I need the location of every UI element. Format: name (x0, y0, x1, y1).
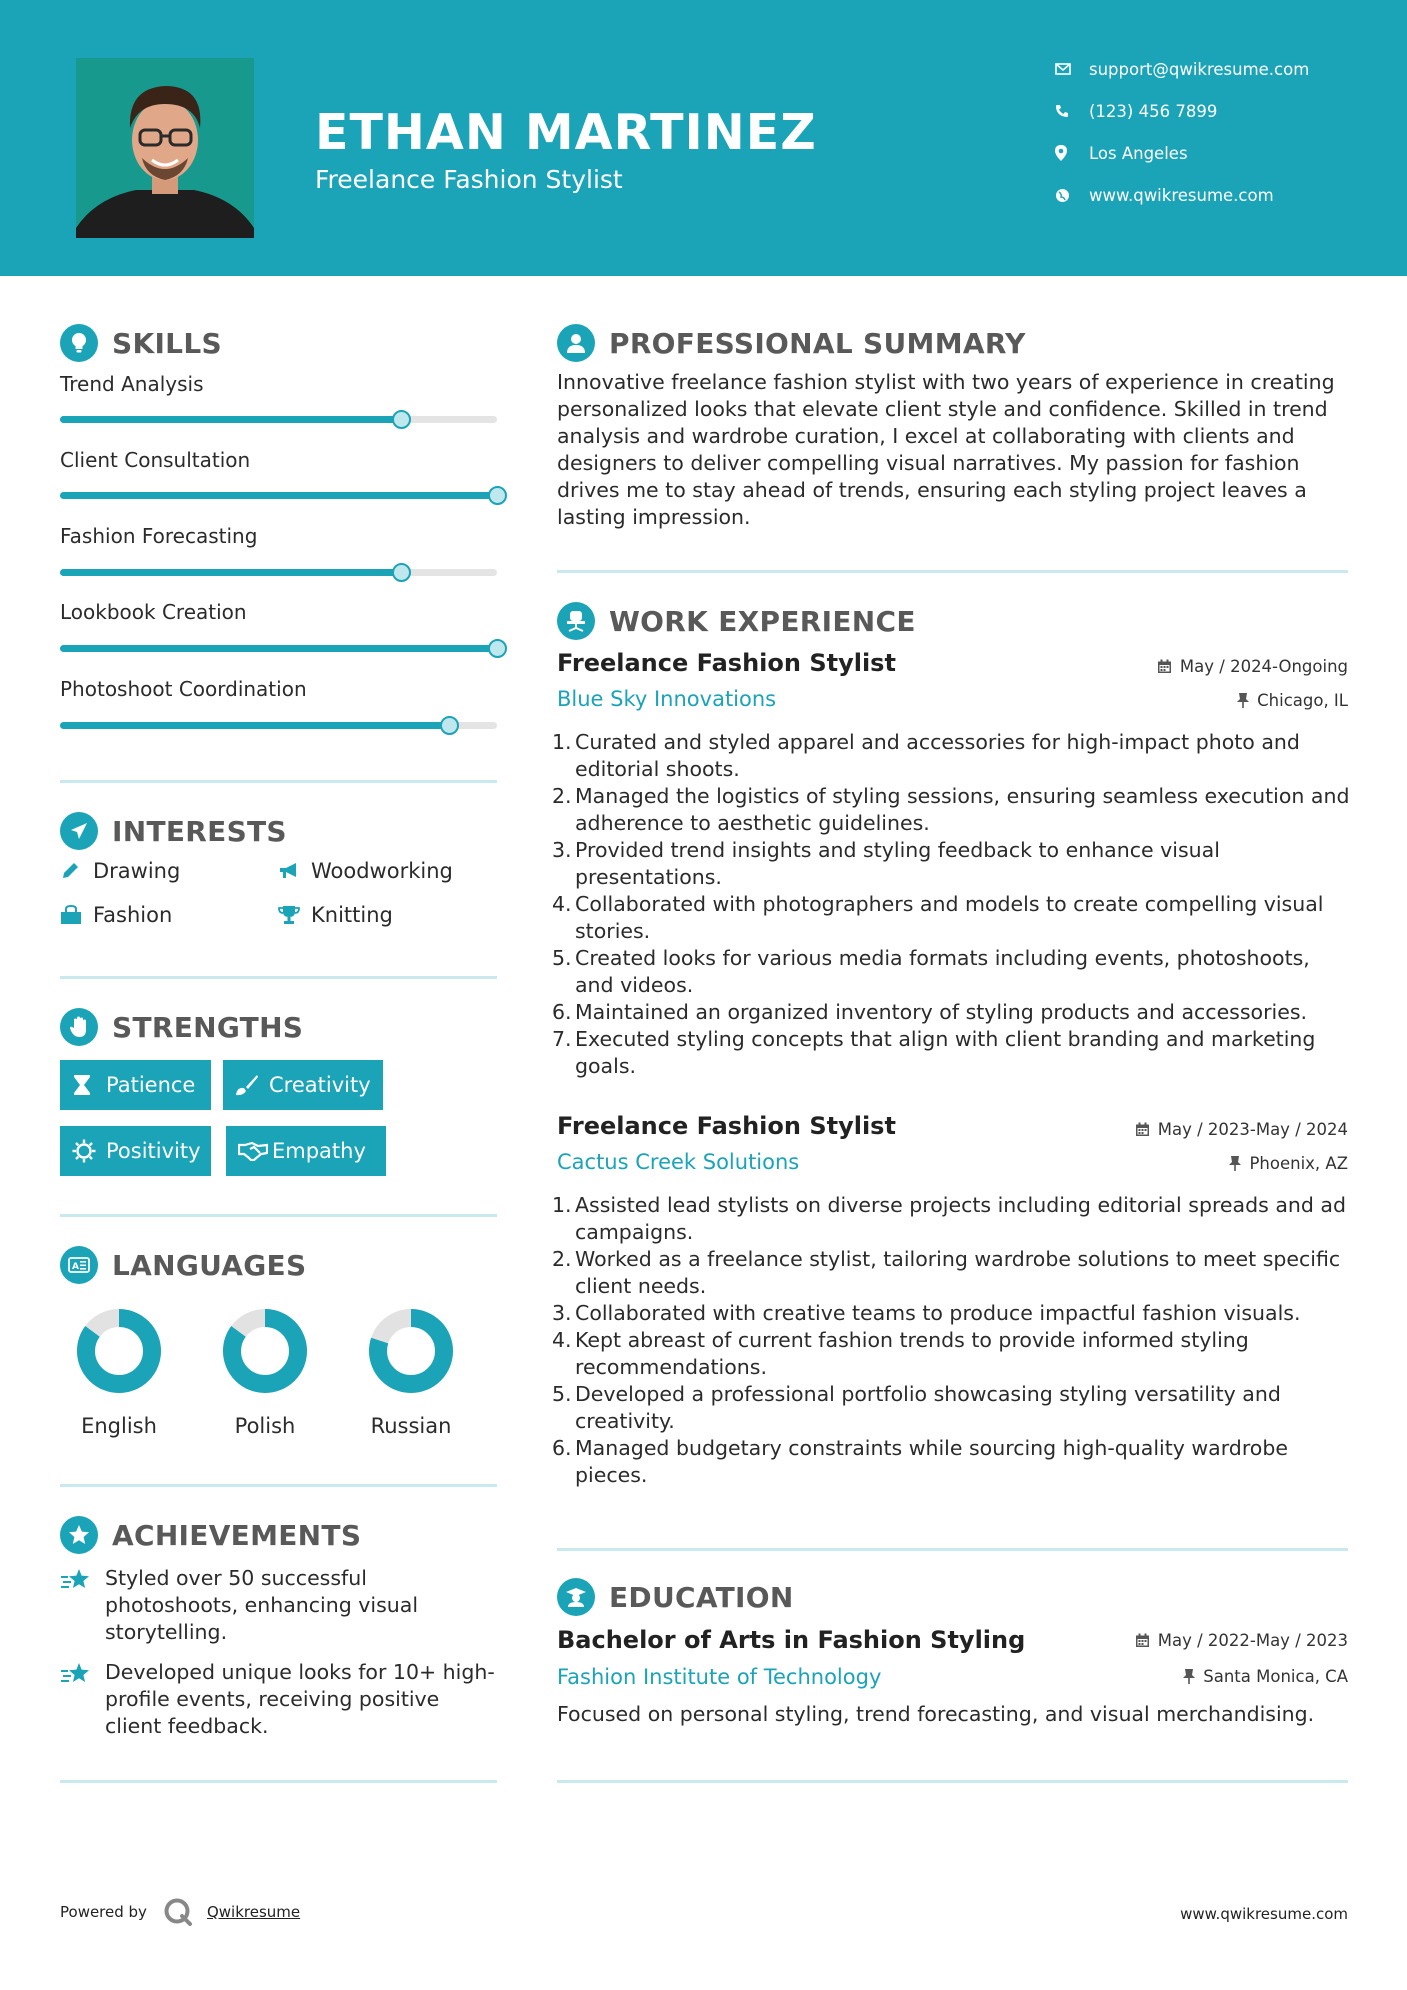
section-divider (60, 1780, 497, 1783)
map-pin-icon (1055, 145, 1089, 161)
skill-bar (60, 569, 497, 576)
job-location-text: Chicago, IL (1257, 691, 1348, 710)
duty-text: Managed budgetary constraints while sourcing high-quality wardrobe pieces. (575, 1436, 1288, 1487)
achievements-heading (60, 1516, 361, 1554)
job-duties (552, 1192, 1352, 1489)
interest-label: Knitting (311, 903, 393, 927)
skill-bar-handle (392, 563, 411, 582)
contact-website[interactable] (1055, 182, 1385, 208)
job-dates (1157, 657, 1348, 676)
language-icon (60, 1246, 98, 1284)
skill-label: Fashion Forecasting (60, 524, 258, 548)
duty-item: 2. Worked as a freelance stylist, tailoring wardrobe solutions to meet specific client needs. (552, 1247, 1341, 1298)
interest-item (278, 859, 453, 883)
work-title: WORK EXPERIENCE (609, 604, 916, 638)
degree-title: Bachelor of Arts in Fashion Styling (557, 1626, 1026, 1654)
handshake-icon (238, 1141, 272, 1161)
job-location (1237, 691, 1348, 710)
duty-text: Collaborated with photographers and models to create compelling visual stories. (575, 892, 1324, 943)
interest-label: Drawing (93, 859, 181, 883)
duty-text: Curated and styled apparel and accessories for high-impact photo and editorial shoots. (575, 730, 1300, 781)
website-text: www.qwikresume.com (1089, 185, 1274, 205)
strength-badge (60, 1126, 211, 1176)
footer-branding (60, 1897, 300, 1927)
qwikresume-logo-icon (163, 1897, 193, 1927)
job-title: Freelance Fashion Stylist (557, 1112, 896, 1140)
language-name: Russian (370, 1414, 452, 1438)
education-dates (1135, 1631, 1348, 1650)
lightbulb-icon (60, 324, 98, 362)
skill-bar (60, 492, 497, 499)
megaphone-icon (278, 861, 311, 881)
skill-bar (60, 645, 497, 652)
job-location (1229, 1154, 1348, 1173)
education-title: EDUCATION (609, 1580, 794, 1614)
duty-item: 1. Curated and styled apparel and accessories for high-impact photo and editorial shoots. (552, 730, 1300, 781)
email-text: support@qwikresume.com (1089, 59, 1310, 79)
contact-location (1055, 140, 1385, 166)
duty-item: 2. Managed the logistics of styling sessions, ensuring seamless execution and adherence to aesthetic guidelines. (552, 784, 1350, 835)
job-dates-text: May / 2023-May / 2024 (1157, 1120, 1348, 1139)
section-divider (60, 976, 497, 979)
shooting-star-icon (60, 1565, 105, 1646)
skill-label: Trend Analysis (60, 372, 204, 396)
duty-item: 5. Created looks for various media formats including events, photoshoots, and videos. (552, 946, 1310, 997)
calendar-icon (1135, 1633, 1150, 1648)
strength-label: Creativity (269, 1073, 371, 1097)
duty-item: 5. Developed a professional portfolio showcasing styling versatility and creativity. (552, 1382, 1281, 1433)
duty-item: 4. Kept abreast of current fashion trends to provide informed styling recommendations. (552, 1328, 1249, 1379)
strength-badge (226, 1126, 386, 1176)
duty-item: 6. Managed budgetary constraints while sourcing high-quality wardrobe pieces. (552, 1436, 1288, 1487)
skills-heading (60, 324, 222, 362)
summary-heading (557, 324, 1026, 362)
skill-label: Lookbook Creation (60, 600, 247, 624)
language-ring (366, 1306, 456, 1396)
pushpin-icon (1229, 1156, 1241, 1171)
profile-photo (76, 58, 254, 238)
skill-bar-fill (60, 492, 497, 499)
duty-text: Collaborated with creative teams to produce impactful fashion visuals. (575, 1301, 1301, 1325)
phone-text: (123) 456 7899 (1089, 101, 1218, 121)
summary-title: PROFESSIONAL SUMMARY (609, 326, 1026, 360)
section-divider (557, 570, 1348, 573)
star-icon (60, 1516, 98, 1554)
contact-phone[interactable] (1055, 98, 1385, 124)
skill-bar-handle (440, 716, 459, 735)
language-ring (74, 1306, 164, 1396)
education-dates-text: May / 2022-May / 2023 (1157, 1631, 1348, 1650)
strength-label: Empathy (272, 1139, 366, 1163)
strengths-title: STRENGTHS (112, 1010, 304, 1044)
skill-label: Photoshoot Coordination (60, 677, 307, 701)
duty-text: Kept abreast of current fashion trends to provide informed styling recommendations. (575, 1328, 1249, 1379)
skill-bar (60, 722, 497, 729)
skill-label: Client Consultation (60, 448, 251, 472)
interest-item (278, 903, 393, 927)
strength-badge (223, 1060, 383, 1110)
duty-text: Worked as a freelance stylist, tailoring wardrobe solutions to meet specific client needs. (575, 1247, 1341, 1298)
duty-text: Executed styling concepts that align with client branding and marketing goals. (575, 1027, 1316, 1078)
skill-bar-fill (60, 569, 401, 576)
interests-heading (60, 812, 287, 850)
graduate-icon (557, 1578, 595, 1616)
trophy-icon (278, 905, 311, 925)
strengths-heading (60, 1008, 303, 1046)
languages-heading (60, 1246, 306, 1284)
achievements-title: ACHIEVEMENTS (112, 1518, 362, 1552)
language-name: English (81, 1414, 157, 1438)
achievement-item (60, 1659, 500, 1740)
section-divider (557, 1548, 1348, 1551)
candidate-title: Freelance Fashion Stylist (315, 165, 623, 194)
job-location-text: Phoenix, AZ (1249, 1154, 1348, 1173)
duty-item: 1. Assisted lead stylists on diverse projects including editorial spreads and ad campaigns. (552, 1193, 1346, 1244)
pushpin-icon (1183, 1669, 1195, 1684)
education-description: Focused on personal styling, trend forecasting, and visual merchandising. (557, 1702, 1315, 1726)
skill-bar-fill (60, 722, 449, 729)
company-name: Blue Sky Innovations (557, 687, 777, 711)
duty-item: 7. Executed styling concepts that align with client branding and marketing goals. (552, 1027, 1316, 1078)
interest-item (60, 859, 180, 883)
language-ring (220, 1306, 310, 1396)
education-location (1183, 1667, 1348, 1686)
skill-bar-handle (488, 486, 507, 505)
user-icon (557, 324, 595, 362)
languages-title: LANGUAGES (112, 1248, 307, 1282)
candidate-name: ETHAN MARTINEZ (315, 104, 817, 161)
resume-header (0, 0, 1407, 276)
hand-icon (60, 1008, 98, 1046)
achievement-text: Developed unique looks for 10+ high-profile events, receiving positive client feedback. (105, 1660, 495, 1738)
duty-item: 3. Collaborated with creative teams to produce impactful fashion visuals. (552, 1301, 1301, 1325)
duty-text: Assisted lead stylists on diverse projects including editorial spreads and ad campaigns. (575, 1193, 1346, 1244)
interest-item (60, 903, 172, 927)
calendar-icon (1135, 1122, 1150, 1137)
powered-by-label: Powered by (60, 1903, 147, 1921)
pencil-icon (60, 861, 93, 881)
job-title: Freelance Fashion Stylist (557, 649, 896, 677)
school-name: Fashion Institute of Technology (557, 1665, 882, 1689)
globe-icon (1055, 188, 1089, 203)
company-name: Cactus Creek Solutions (557, 1150, 800, 1174)
sun-icon (72, 1139, 106, 1163)
pushpin-icon (1237, 693, 1249, 708)
office-chair-icon (557, 602, 595, 640)
footer-website[interactable]: www.qwikresume.com (1180, 1905, 1348, 1923)
shopping-bag-icon (60, 905, 93, 925)
skill-bar (60, 416, 497, 423)
language-name: Polish (234, 1414, 296, 1438)
envelope-icon (1055, 63, 1089, 75)
skill-bar-fill (60, 645, 497, 652)
duty-item: 6. Maintained an organized inventory of styling products and accessories. (552, 1000, 1308, 1024)
skills-title: SKILLS (112, 326, 222, 360)
education-location-text: Santa Monica, CA (1203, 1667, 1348, 1686)
svg-text:A: A (72, 1262, 79, 1272)
strength-label: Positivity (106, 1139, 201, 1163)
education-heading (557, 1578, 794, 1616)
summary-text: Innovative freelance fashion stylist with two years of experience in creating personalized looks that elevate client style and confidence. Skilled in trend analysis and wardrobe curation, I excel at collaborating with clients and designers to deliver compelling visual narratives. My passion for fashion drives me to stay ahead of trends, ensuring each styling project leaves a lasting impression. (557, 370, 1335, 529)
qwikresume-link[interactable]: Qwikresume (206, 1903, 301, 1921)
location-text: Los Angeles (1089, 143, 1188, 163)
work-heading (557, 602, 916, 640)
contact-email[interactable] (1055, 56, 1385, 82)
duty-text: Developed a professional portfolio showcasing styling versatility and creativity. (575, 1382, 1281, 1433)
interest-label: Fashion (93, 903, 173, 927)
section-divider (60, 780, 497, 783)
duty-text: Managed the logistics of styling sessions, ensuring seamless execution and adherence to aesthetic guidelines. (575, 784, 1350, 835)
job-dates (1135, 1120, 1348, 1139)
interest-label: Woodworking (311, 859, 453, 883)
skill-bar-handle (392, 410, 411, 429)
section-divider (60, 1214, 497, 1217)
interests-title: INTERESTS (112, 814, 287, 848)
calendar-icon (1157, 659, 1172, 674)
achievement-item (60, 1565, 500, 1646)
duty-text: Created looks for various media formats including events, photoshoots, and videos. (575, 946, 1310, 997)
job-duties (552, 729, 1352, 1080)
duty-text: Provided trend insights and styling feedback to enhance visual presentations. (575, 838, 1220, 889)
job-dates-text: May / 2024-Ongoing (1179, 657, 1348, 676)
duty-text: Maintained an organized inventory of styling products and accessories. (575, 1000, 1308, 1024)
phone-icon (1055, 104, 1089, 118)
strength-badge (60, 1060, 211, 1110)
skill-bar-handle (488, 639, 507, 658)
skill-bar-fill (60, 416, 401, 423)
hourglass-icon (72, 1074, 106, 1096)
shooting-star-icon (60, 1659, 105, 1740)
duty-item: 3. Provided trend insights and styling feedback to enhance visual presentations. (552, 838, 1220, 889)
duty-item: 4. Collaborated with photographers and models to create compelling visual stories. (552, 892, 1324, 943)
achievement-text: Styled over 50 successful photoshoots, enhancing visual storytelling. (105, 1566, 419, 1644)
paper-plane-icon (60, 812, 98, 850)
paintbrush-icon (235, 1074, 269, 1096)
section-divider (557, 1780, 1348, 1783)
strength-label: Patience (106, 1073, 196, 1097)
section-divider (60, 1484, 497, 1487)
